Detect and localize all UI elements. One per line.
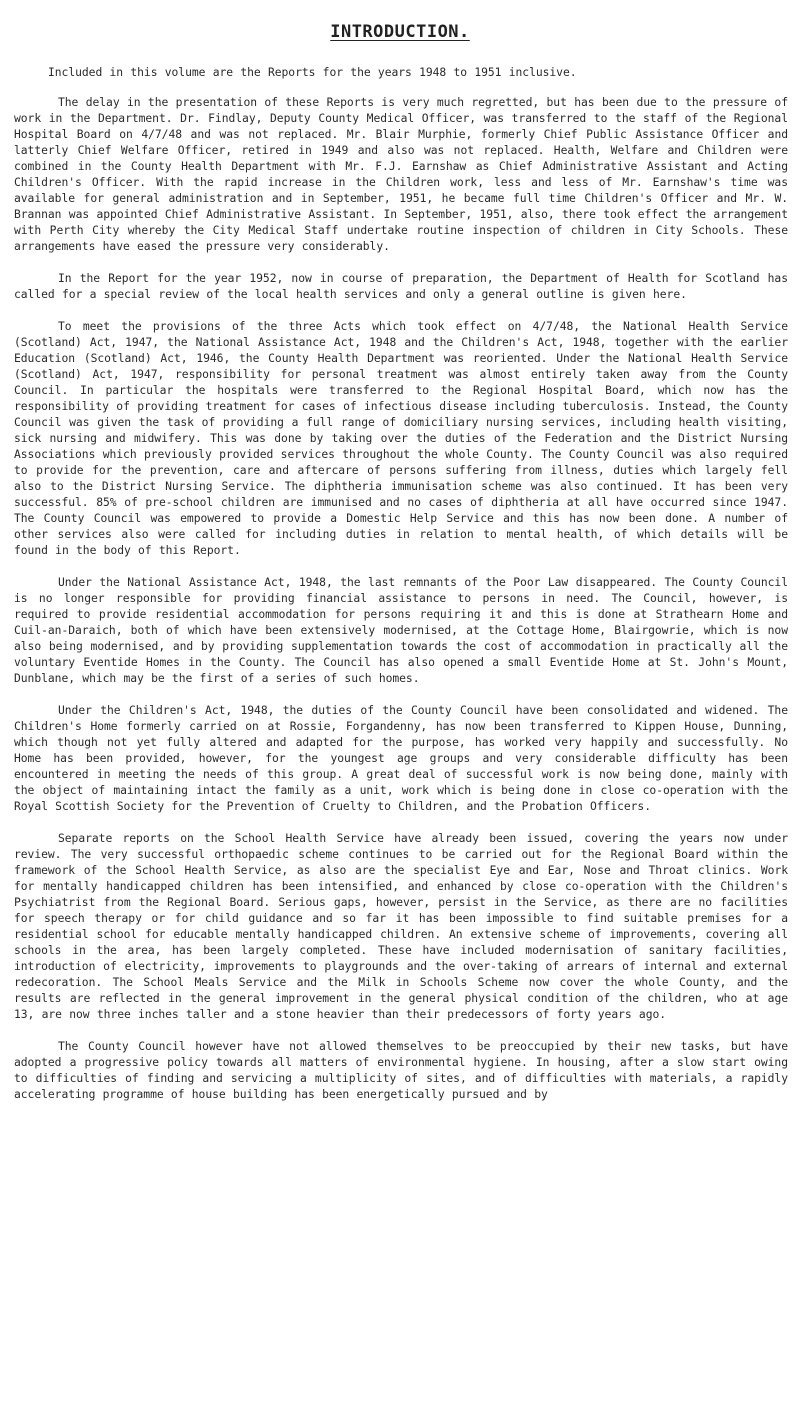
page-title: INTRODUCTION. [330,22,470,42]
paragraph-health-service-act: To meet the provisions of the three Acts which took effect on 4/7/48, the National Health Service (Scotland) Act, 1947, the National Assistance Act, 1948 and the Children's Act, 1948, together with the earlier Education (Scotland) Act, 1946, the County Health Department was reoriented. Under the National Health Service (Scotland) Act, 1947, responsibility for personal treatment was almost entirely taken away from the County Council. In particular the hospitals were transferred to the Regional Hospital Board, which now has the responsibility of providing treatment for cases of infectious disease including tuberculosis. Instead, the County Council was given the task of providing a full range of domiciliary nursing services, including health visiting, sick nursing and midwifery. This was done by taking over the duties of the Federation and the District Nursing Associations which previously provided services throughout the whole County. The County Council was also required to provide for the prevention, care and aftercare of persons suffering from illness, duties which largely fell also to the District Nursing Service. The diphtheria immunisation scheme was also continued. It has been very successful. 85% of pre-school children are immunised and no cases of diphtheria at all have occurred since 1947. The County Council was empowered to provide a Domestic Help Service and this has now been done. A number of other services also were called for including duties in relation to mental health, of which details will be found in the body of this Report. [14,319,788,557]
paragraph-intro: Included in this volume are the Reports for the years 1948 to 1951 inclusive. [48,65,577,79]
paragraph-national-assistance-act: Under the National Assistance Act, 1948, the last remnants of the Poor Law disappeared. The County Council is no longer responsible for providing financial assistance to persons in need. The Council, however, is required to provide residential accommodation for persons requiring it and this is done at Strathearn Home and Cuil-an-Daraich, both of which have been extensively modernised, at the Cottage Home, Blairgowrie, which is now also being modernised, and by providing supplementation towards the cost of accommodation in practically all the voluntary Eventide Homes in the County. The Council has also opened a small Eventide Home at St. John's Mount, Dunblane, which may be the first of a series of such homes. [14,575,788,685]
document-body [14,64,788,1102]
paragraph-childrens-act: Under the Children's Act, 1948, the duties of the County Council have been consolidated and widened. The Children's Home formerly carried on at Rossie, Forgandenny, has now been transferred to Kippen House, Dunning, which though not yet fully altered and adapted for the purpose, has worked very happily and successfully. No Home has been provided, however, for the youngest age groups and very considerable difficulty has been encountered in meeting the needs of this group. A great deal of successful work is now being done, mainly with the object of maintaining intact the family as a unit, work which is being done in close co-operation with the Royal Scottish Society for the Prevention of Cruelty to Children, and the Probation Officers. [14,703,788,813]
paragraph-environmental-hygiene: The County Council however have not allowed themselves to be preoccupied by their new tasks, but have adopted a progressive policy towards all matters of environmental hygiene. In housing, after a slow start owing to difficulties of finding and servicing a multiplicity of sites, and of difficulties with materials, a rapidly accelerating programme of house building has been energetically pursued and by [14,1039,788,1101]
paragraph-school-health: Separate reports on the School Health Service have already been issued, covering the years now under review. The very successful orthopaedic scheme continues to be carried out for the Regional Board within the framework of the School Health Service, as also are the specialist Eye and Ear, Nose and Throat clinics. Work for mentally handicapped children has been intensified, and enhanced by close co-operation with the Children's Psychiatrist from the Regional Board. Serious gaps, however, persist in the Service, as there are no facilities for speech therapy or for child guidance and so far it has been impossible to find suitable premises for a residential school for educable mentally handicapped children. An extensive scheme of improvements, covering all schools in the area, has been largely completed. These have included modernisation of sanitary facilities, introduction of electricity, improvements to playgrounds and the over-taking of arrears of internal and external redecoration. The School Meals Service and the Milk in Schools Scheme now cover the whole County, and the results are reflected in the general improvement in the general physical condition of the children, who at age 13, are now three inches taller and a stone heavier than their predecessors of forty years ago. [14,831,788,1021]
paragraph-report-1952: In the Report for the year 1952, now in course of preparation, the Department of Health for Scotland has called for a special review of the local health services and only a general outline is given here. [14,271,788,301]
paragraph-delay: The delay in the presentation of these Reports is very much regretted, but has been due to the pressure of work in the Department. Dr. Findlay, Deputy County Medical Officer, was transferred to the staff of the Regional Hospital Board on 4/7/48 and was not replaced. Mr. Blair Murphie, formerly Chief Public Assistance Officer and latterly Chief Welfare Officer, retired in 1949 and also was not replaced. Health, Welfare and Children were combined in the County Health Department with Mr. F.J. Earnshaw as Chief Administrative Assistant and Acting Children's Officer. With the rapid increase in the Children work, less and less of Mr. Earnshaw's time was available for general administration and in September, 1951, he became full time Children's Officer and Mr. W. Brannan was appointed Chief Administrative Assistant. In September, 1951, also, there took effect the arrangement with Perth City whereby the City Medical Staff undertake routine inspection of children in City Schools. These arrangements have eased the pressure very considerably. [14,95,788,253]
